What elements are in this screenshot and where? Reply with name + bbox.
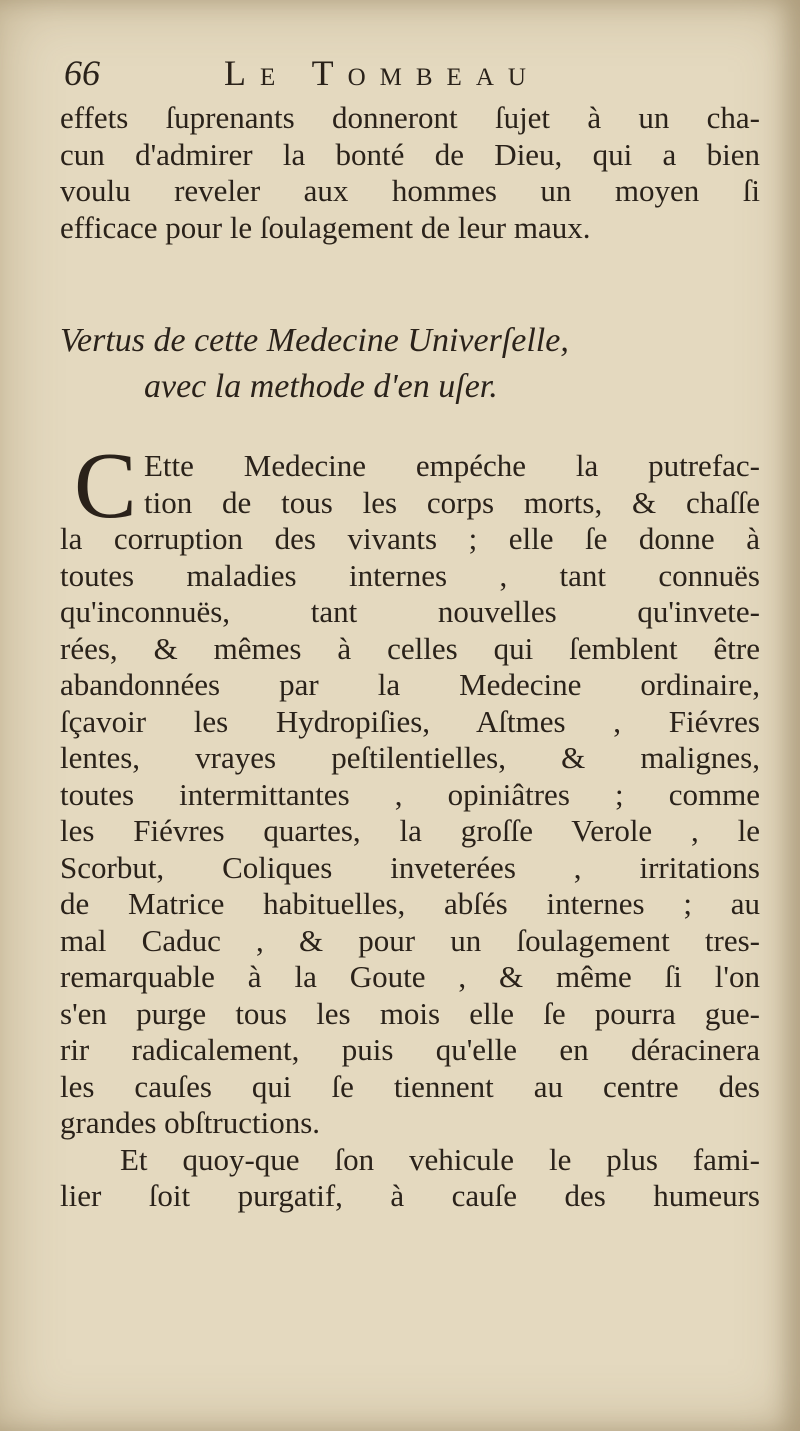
text-line: cun d'admirer la bonté de Dieu, qui a bien bbox=[60, 136, 760, 172]
text-line: s'en purge tous les mois elle ſe pourra gue- bbox=[60, 995, 760, 1031]
text-line: rir radicalement, puis qu'elle en déracinera bbox=[60, 1032, 760, 1067]
running-title: Le Tombeau bbox=[224, 53, 540, 93]
text-line: toutes intermittantes , opiniâtres ; comme bbox=[60, 776, 760, 812]
text-line: effets ſuprenants donneront ſujet à un cha- bbox=[60, 100, 760, 135]
text-line: grandes obſtructions. bbox=[60, 1105, 321, 1140]
text-line: qu'inconnuës, tant nouvelles qu'invete- bbox=[60, 594, 760, 629]
text-line: de Matrice habituelles, abſés internes ; au bbox=[60, 886, 760, 921]
text-line: la corruption des vivants ; elle ſe donne à bbox=[60, 521, 760, 556]
text-line: les cauſes qui ſe tiennent au centre des bbox=[60, 1068, 760, 1104]
intro-paragraph bbox=[60, 100, 760, 246]
page-number: 66 bbox=[64, 53, 100, 93]
text-line: Scorbut, Coliques inveterées , irritations bbox=[60, 849, 760, 885]
heading-line: Vertus de cette Medecine Univerſelle, bbox=[60, 322, 569, 359]
text-line: lentes, vrayes peſtilentielles, & malignes, bbox=[60, 740, 760, 775]
text-line: Et quoy-que ſon vehicule le plus fami- bbox=[120, 1141, 760, 1177]
text-line: voulu reveler aux hommes un moyen ſi bbox=[60, 173, 760, 208]
text-line: efficace pour le ſoulagement de leur maux. bbox=[60, 209, 591, 245]
text-line: lier ſoit purgatif, à cauſe des humeurs bbox=[60, 1178, 760, 1213]
text-line: remarquable à la Goute , & même ſi l'on bbox=[60, 959, 760, 994]
text-line: tion de tous les corps morts, & chaſſe bbox=[144, 484, 760, 520]
section-heading bbox=[60, 318, 760, 410]
text-line: rées, & mêmes à celles qui ſemblent être bbox=[60, 630, 760, 666]
section-body bbox=[60, 434, 760, 1215]
text-line: Ette Medecine empéche la putrefac- bbox=[144, 448, 760, 483]
text-line: toutes maladies internes , tant connuës bbox=[60, 557, 760, 593]
heading-line: avec la methode d'en uſer. bbox=[144, 368, 498, 405]
text-line: abandonnées par la Medecine ordinaire, bbox=[60, 667, 760, 702]
page-header bbox=[64, 52, 800, 96]
drop-cap: C bbox=[74, 434, 137, 538]
text-line: ſçavoir les Hydropiſies, Aſtmes , Fiévres bbox=[60, 703, 760, 739]
text-line: mal Caduc , & pour un ſoulagement tres- bbox=[60, 922, 760, 958]
text-line: les Fiévres quartes, la groſſe Verole , le bbox=[60, 813, 760, 848]
